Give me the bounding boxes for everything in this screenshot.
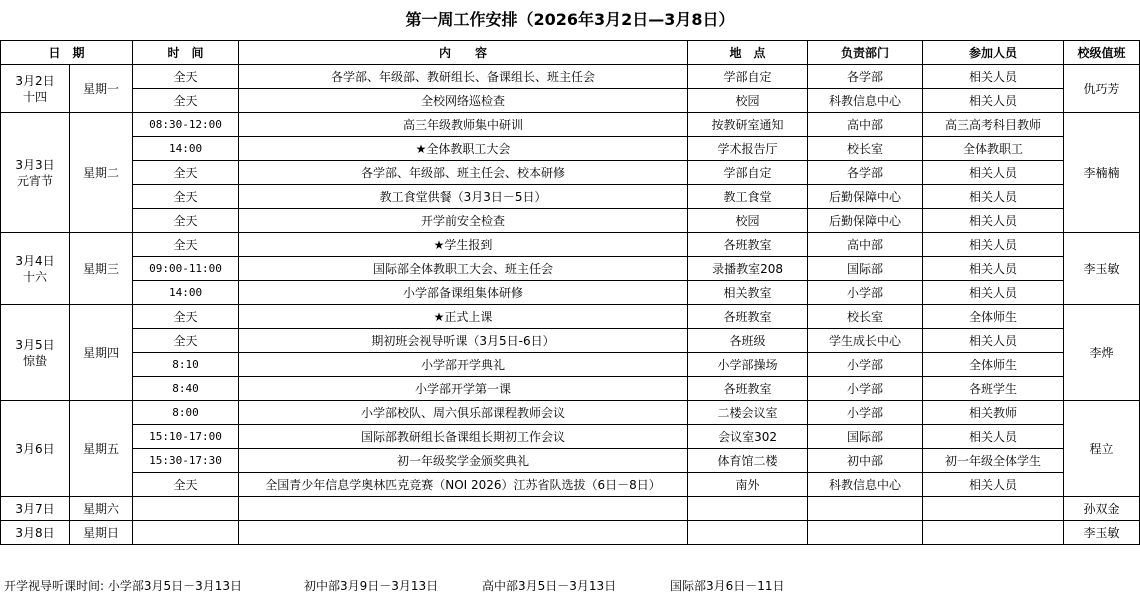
schedule-row xyxy=(1,401,1140,425)
place-cell: 各班教室 xyxy=(688,305,808,329)
content-cell: 全国青少年信息学奥林匹克竞赛（NOI 2026）江苏省队选拔（6日－8日） xyxy=(239,473,688,497)
people-cell: 相关人员 xyxy=(923,425,1064,449)
dept-cell: 各学部 xyxy=(808,65,923,89)
weekday-cell: 星期四 xyxy=(70,305,133,401)
content-cell: ★全体教职工大会 xyxy=(239,137,688,161)
place-cell xyxy=(688,497,808,521)
content-cell: ★正式上课 xyxy=(239,305,688,329)
place-cell: 会议室302 xyxy=(688,425,808,449)
header-content: 内 容 xyxy=(239,41,688,65)
footer-junior: 初中部3月9日－3月13日 xyxy=(304,579,439,593)
people-cell: 相关人员 xyxy=(923,65,1064,89)
header-time: 时 间 xyxy=(133,41,239,65)
weekday-cell: 星期六 xyxy=(70,497,133,521)
date-text: 3月4日 xyxy=(15,253,55,268)
place-cell: 相关教室 xyxy=(688,281,808,305)
people-cell: 相关人员 xyxy=(923,185,1064,209)
schedule-row xyxy=(1,161,1140,185)
footer-note xyxy=(4,576,785,596)
people-cell: 初一年级全体学生 xyxy=(923,449,1064,473)
dept-cell: 校长室 xyxy=(808,137,923,161)
footer-intl: 国际部3月6日－11日 xyxy=(670,579,785,593)
place-cell: 学部自定 xyxy=(688,65,808,89)
schedule-row xyxy=(1,497,1140,521)
people-cell xyxy=(923,497,1064,521)
duty-cell: 李烨 xyxy=(1064,305,1140,401)
schedule-row xyxy=(1,257,1140,281)
schedule-row xyxy=(1,353,1140,377)
place-cell: 各班教室 xyxy=(688,377,808,401)
dept-cell: 高中部 xyxy=(808,113,923,137)
duty-cell: 仇巧芳 xyxy=(1064,65,1140,113)
header-date: 日 期 xyxy=(1,41,133,65)
content-cell: 开学前安全检查 xyxy=(239,209,688,233)
weekday-cell: 星期五 xyxy=(70,401,133,497)
date-cell xyxy=(1,305,70,401)
time-cell: 08:30-12:00 xyxy=(133,113,239,137)
date-text: 3月2日 xyxy=(15,73,55,88)
time-cell: 全天 xyxy=(133,305,239,329)
place-cell: 各班级 xyxy=(688,329,808,353)
footer-senior: 高中部3月5日－3月13日 xyxy=(482,579,617,593)
people-cell xyxy=(923,521,1064,545)
place-cell: 小学部操场 xyxy=(688,353,808,377)
time-cell: 09:00-11:00 xyxy=(133,257,239,281)
dept-cell: 小学部 xyxy=(808,377,923,401)
weekday-cell: 星期二 xyxy=(70,113,133,233)
time-cell: 8:00 xyxy=(133,401,239,425)
duty-cell: 李玉敏 xyxy=(1064,233,1140,305)
dept-cell xyxy=(808,497,923,521)
schedule-row xyxy=(1,233,1140,257)
place-cell: 学术报告厅 xyxy=(688,137,808,161)
dept-cell: 校长室 xyxy=(808,305,923,329)
header-dept: 负责部门 xyxy=(808,41,923,65)
people-cell: 各班学生 xyxy=(923,377,1064,401)
weekday-cell: 星期日 xyxy=(70,521,133,545)
dept-cell xyxy=(808,521,923,545)
lunar-text: 惊蛰 xyxy=(22,353,47,368)
time-cell: 8:10 xyxy=(133,353,239,377)
people-cell: 相关人员 xyxy=(923,473,1064,497)
content-cell: 教工食堂供餐（3月3日－5日） xyxy=(239,185,688,209)
content-cell xyxy=(239,497,688,521)
schedule-row xyxy=(1,329,1140,353)
duty-cell: 程立 xyxy=(1064,401,1140,497)
schedule-row xyxy=(1,185,1140,209)
date-cell xyxy=(1,113,70,233)
time-cell: 全天 xyxy=(133,329,239,353)
people-cell: 高三高考科目教师 xyxy=(923,113,1064,137)
content-cell: 初一年级奖学金颁奖典礼 xyxy=(239,449,688,473)
date-text: 3月6日 xyxy=(15,441,55,456)
date-cell xyxy=(1,233,70,305)
date-text: 3月7日 xyxy=(15,501,55,516)
schedule-body xyxy=(1,65,1140,545)
place-cell: 学部自定 xyxy=(688,161,808,185)
dept-cell: 科教信息中心 xyxy=(808,89,923,113)
people-cell: 全体师生 xyxy=(923,305,1064,329)
weekday-cell: 星期一 xyxy=(70,65,133,113)
content-cell: 国际部教研组长备课组长期初工作会议 xyxy=(239,425,688,449)
dept-cell: 小学部 xyxy=(808,353,923,377)
lunar-text: 十六 xyxy=(22,269,47,284)
lunar-text: 十四 xyxy=(22,89,47,104)
time-cell: 全天 xyxy=(133,65,239,89)
date-cell xyxy=(1,521,70,545)
duty-cell: 李玉敏 xyxy=(1064,521,1140,545)
time-cell: 全天 xyxy=(133,89,239,113)
weekday-cell: 星期三 xyxy=(70,233,133,305)
schedule-row xyxy=(1,521,1140,545)
place-cell: 二楼会议室 xyxy=(688,401,808,425)
schedule-row xyxy=(1,89,1140,113)
dept-cell: 国际部 xyxy=(808,425,923,449)
content-cell xyxy=(239,521,688,545)
date-text: 3月3日 xyxy=(15,157,55,172)
time-cell: 8:40 xyxy=(133,377,239,401)
schedule-row xyxy=(1,305,1140,329)
dept-cell: 后勤保障中心 xyxy=(808,185,923,209)
dept-cell: 高中部 xyxy=(808,233,923,257)
people-cell: 相关人员 xyxy=(923,257,1064,281)
place-cell: 各班教室 xyxy=(688,233,808,257)
footer-primary: 开学视导听课时间: 小学部3月5日－3月13日 xyxy=(4,579,243,593)
header-duty: 校级值班 xyxy=(1064,41,1140,65)
content-cell: 国际部全体教职工大会、班主任会 xyxy=(239,257,688,281)
place-cell: 按教研室通知 xyxy=(688,113,808,137)
page-title: 第一周工作安排（2026年3月2日—3月8日） xyxy=(405,10,735,29)
date-cell xyxy=(1,65,70,113)
time-cell: 15:30-17:30 xyxy=(133,449,239,473)
place-cell: 校园 xyxy=(688,89,808,113)
people-cell: 相关人员 xyxy=(923,89,1064,113)
people-cell: 相关教师 xyxy=(923,401,1064,425)
dept-cell: 国际部 xyxy=(808,257,923,281)
duty-cell: 孙双金 xyxy=(1064,497,1140,521)
people-cell: 全体师生 xyxy=(923,353,1064,377)
content-cell: ★学生报到 xyxy=(239,233,688,257)
time-cell: 全天 xyxy=(133,161,239,185)
dept-cell: 初中部 xyxy=(808,449,923,473)
place-cell: 体育馆二楼 xyxy=(688,449,808,473)
schedule-row xyxy=(1,137,1140,161)
dept-cell: 科教信息中心 xyxy=(808,473,923,497)
place-cell: 教工食堂 xyxy=(688,185,808,209)
content-cell: 各学部、年级部、教研组长、备课组长、班主任会 xyxy=(239,65,688,89)
place-cell: 校园 xyxy=(688,209,808,233)
place-cell: 录播教室208 xyxy=(688,257,808,281)
time-cell: 全天 xyxy=(133,185,239,209)
time-cell: 14:00 xyxy=(133,137,239,161)
schedule-row xyxy=(1,425,1140,449)
schedule-table xyxy=(0,40,1140,545)
people-cell: 相关人员 xyxy=(923,233,1064,257)
content-cell: 小学部备课组集体研修 xyxy=(239,281,688,305)
content-cell: 期初班会视导听课（3月5日-6日） xyxy=(239,329,688,353)
schedule-row xyxy=(1,281,1140,305)
time-cell xyxy=(133,497,239,521)
time-cell: 15:10-17:00 xyxy=(133,425,239,449)
dept-cell: 各学部 xyxy=(808,161,923,185)
schedule-row xyxy=(1,209,1140,233)
dept-cell: 小学部 xyxy=(808,281,923,305)
date-cell xyxy=(1,401,70,497)
header-row xyxy=(1,41,1140,65)
header-place: 地 点 xyxy=(688,41,808,65)
header-people: 参加人员 xyxy=(923,41,1064,65)
schedule-row xyxy=(1,473,1140,497)
time-cell: 全天 xyxy=(133,209,239,233)
content-cell: 高三年级教师集中研训 xyxy=(239,113,688,137)
dept-cell: 小学部 xyxy=(808,401,923,425)
content-cell: 小学部开学典礼 xyxy=(239,353,688,377)
schedule-row xyxy=(1,449,1140,473)
content-cell: 小学部校队、周六俱乐部课程教师会议 xyxy=(239,401,688,425)
content-cell: 各学部、年级部、班主任会、校本研修 xyxy=(239,161,688,185)
date-cell xyxy=(1,497,70,521)
people-cell: 全体教职工 xyxy=(923,137,1064,161)
duty-cell: 李楠楠 xyxy=(1064,113,1140,233)
content-cell: 全校网络巡检查 xyxy=(239,89,688,113)
dept-cell: 后勤保障中心 xyxy=(808,209,923,233)
time-cell xyxy=(133,521,239,545)
time-cell: 全天 xyxy=(133,473,239,497)
lunar-text: 元宵节 xyxy=(16,173,53,188)
time-cell: 全天 xyxy=(133,233,239,257)
people-cell: 相关人员 xyxy=(923,209,1064,233)
dept-cell: 学生成长中心 xyxy=(808,329,923,353)
date-text: 3月5日 xyxy=(15,337,55,352)
schedule-row xyxy=(1,65,1140,89)
content-cell: 小学部开学第一课 xyxy=(239,377,688,401)
people-cell: 相关人员 xyxy=(923,329,1064,353)
people-cell: 相关人员 xyxy=(923,161,1064,185)
date-text: 3月8日 xyxy=(15,525,55,540)
schedule-row xyxy=(1,113,1140,137)
place-cell: 南外 xyxy=(688,473,808,497)
people-cell: 相关人员 xyxy=(923,281,1064,305)
schedule-row xyxy=(1,377,1140,401)
place-cell xyxy=(688,521,808,545)
time-cell: 14:00 xyxy=(133,281,239,305)
